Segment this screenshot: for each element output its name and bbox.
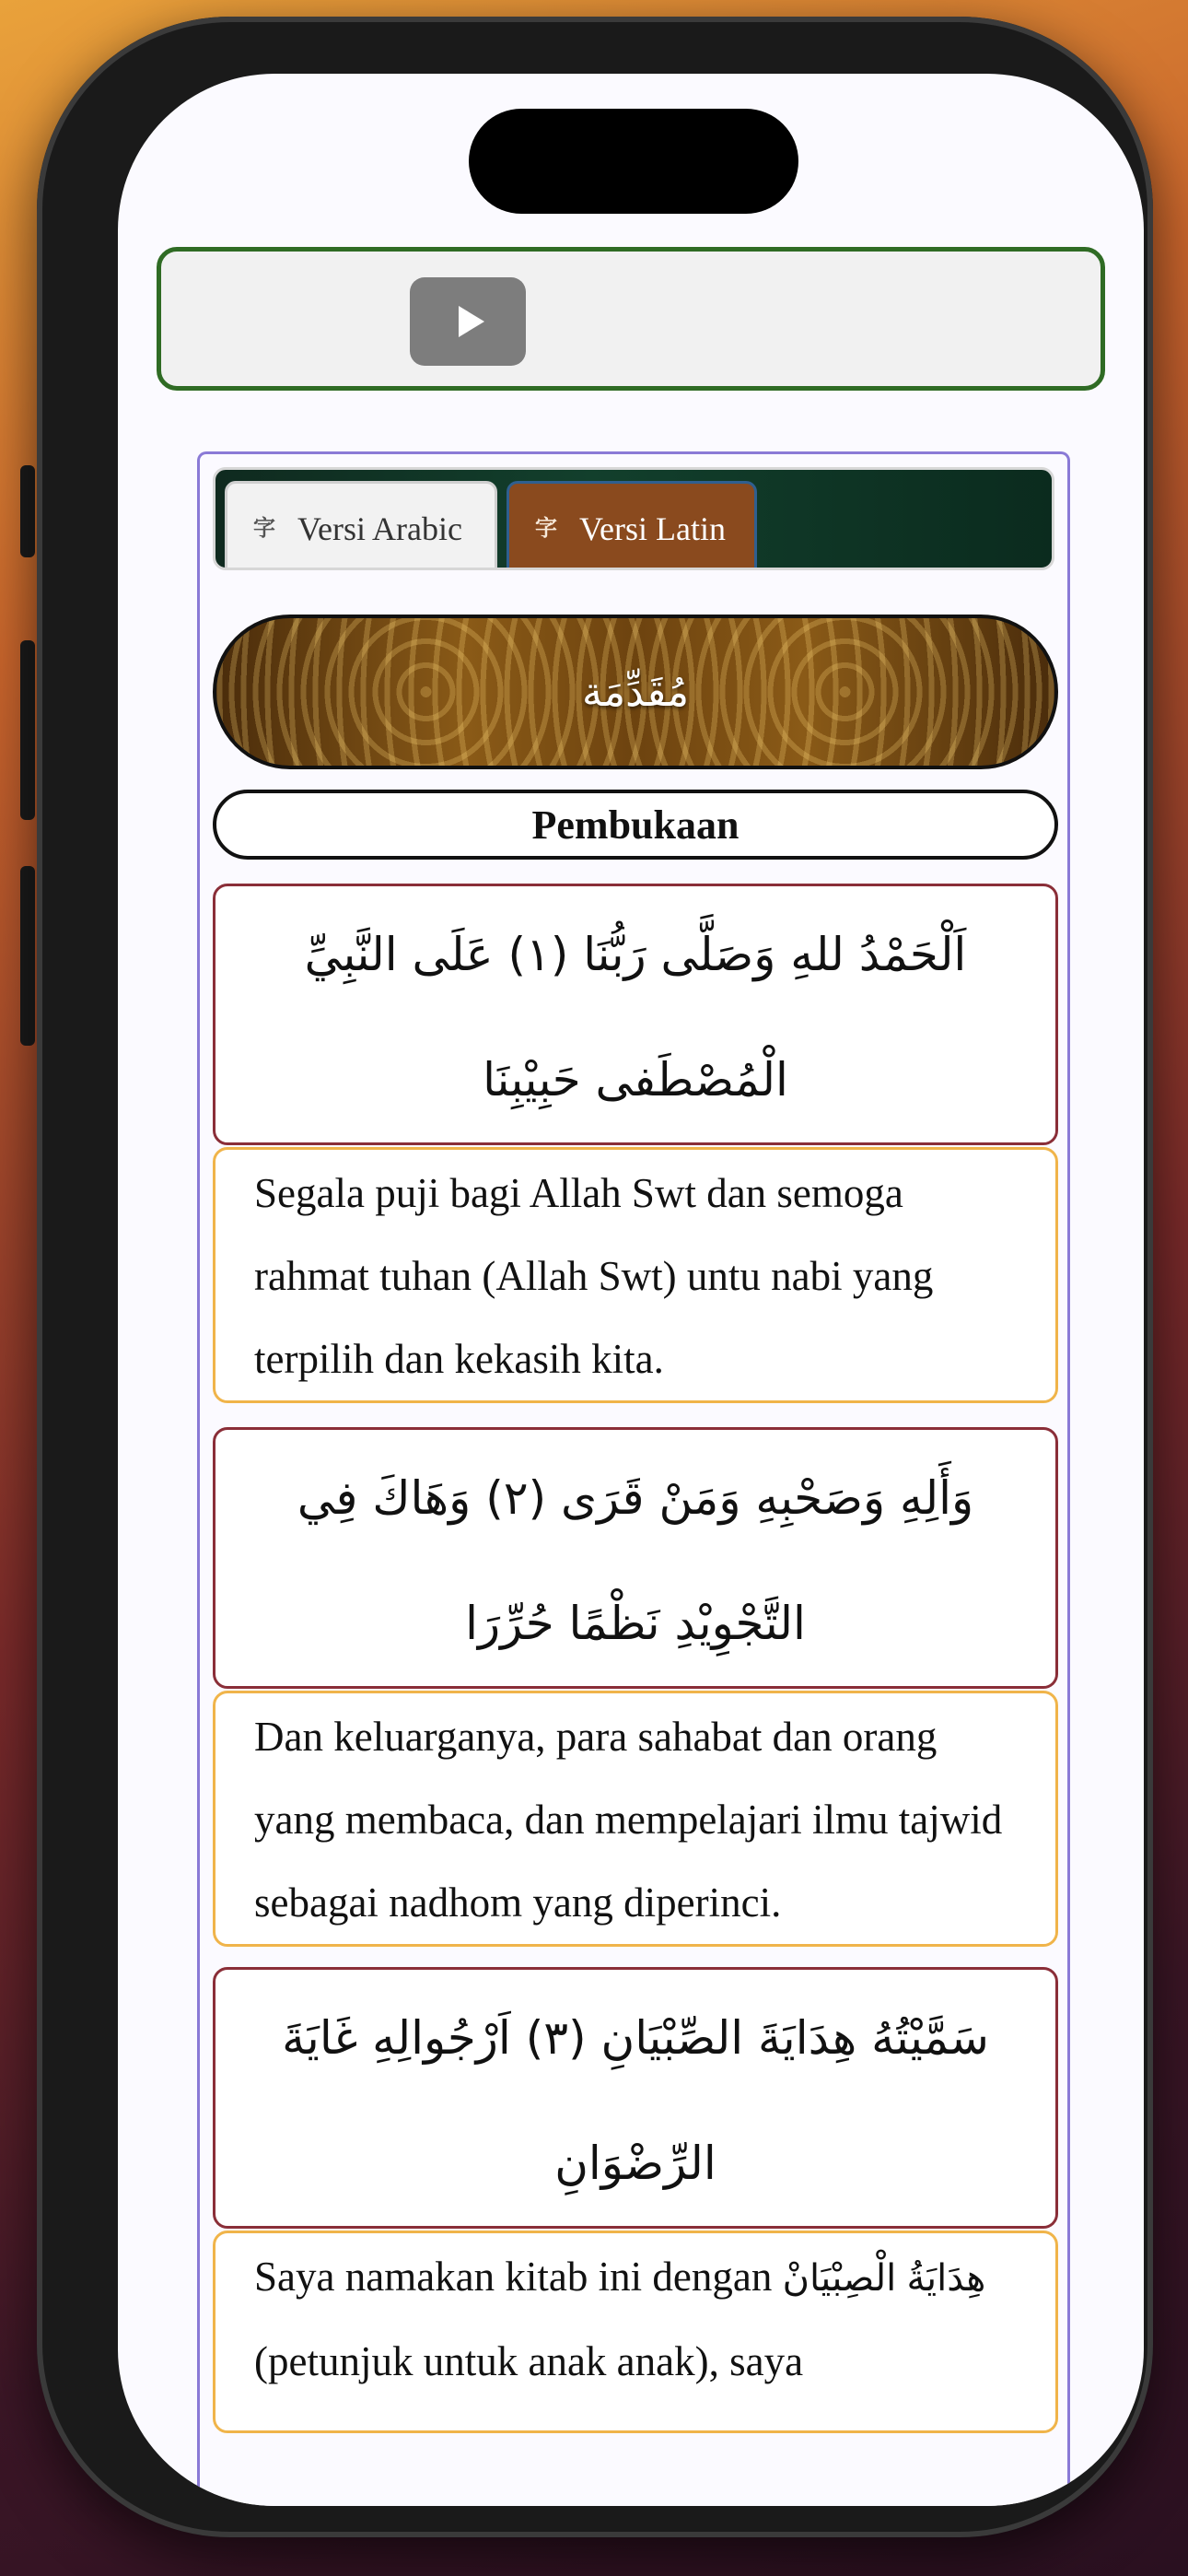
translate-icon [535, 515, 563, 543]
play-button[interactable] [410, 277, 526, 366]
video-player[interactable] [157, 247, 1105, 391]
dynamic-island [469, 109, 798, 214]
verse-arabic: وَأَلِهِ وَصَحْبِهِ وَمَنْ قَرَى (٢) وَهَاكَ فِي التَّجْوِيْدِ نَظْمًا حُرِّرَا [213, 1427, 1058, 1689]
tab-label: Versi Arabic [297, 510, 462, 547]
volume-down-button [20, 866, 35, 1046]
tab-versi-latin[interactable] [507, 481, 757, 570]
translation-arabic-term: هِدَايَةُ [906, 2257, 986, 2300]
content-panel [197, 451, 1070, 2506]
translation-text: Saya namakan kitab ini dengan [254, 2254, 773, 2300]
phone-frame [37, 17, 1153, 2537]
play-icon [459, 306, 484, 337]
chapter-banner [213, 615, 1058, 769]
volume-up-button [20, 640, 35, 820]
translate-icon [253, 515, 281, 543]
silent-switch [20, 465, 35, 557]
verse-arabic: اَلْحَمْدُ للهِ وَصَلَّى رَبُّنَا (١) عَلَى النَّبِيِّ الْمُصْطَفى حَبِيْبِنَا [213, 884, 1058, 1145]
translation-text: (petunjuk untuk anak anak), saya [254, 2338, 804, 2384]
translation-arabic-term: الْصِبْيَانْ [782, 2257, 897, 2300]
verse-translation [213, 2231, 1058, 2433]
app-screen [118, 74, 1144, 2506]
tab-versi-arabic[interactable] [225, 481, 497, 570]
version-tabbar [213, 467, 1054, 570]
chapter-title: مُقَدِّمَة [581, 668, 690, 716]
verse-arabic: سَمَّيْتُهُ هِدَايَةَ الصِّبْيَانِ (٣) اَرْجُوالِهِ غَايَةَ الرِّضْوَانِ [213, 1967, 1058, 2229]
section-title: Pembukaan [213, 790, 1058, 860]
verse-translation: Dan keluarganya, para sahabat dan orang yang membaca, dan mempelajari ilmu tajwid sebagai nadhom yang diperinci. [213, 1691, 1058, 1947]
tab-label: Versi Latin [579, 510, 726, 547]
verse-translation: Segala puji bagi Allah Swt dan semoga rahmat tuhan (Allah Swt) untu nabi yang terpilih dan kekasih kita. [213, 1147, 1058, 1403]
